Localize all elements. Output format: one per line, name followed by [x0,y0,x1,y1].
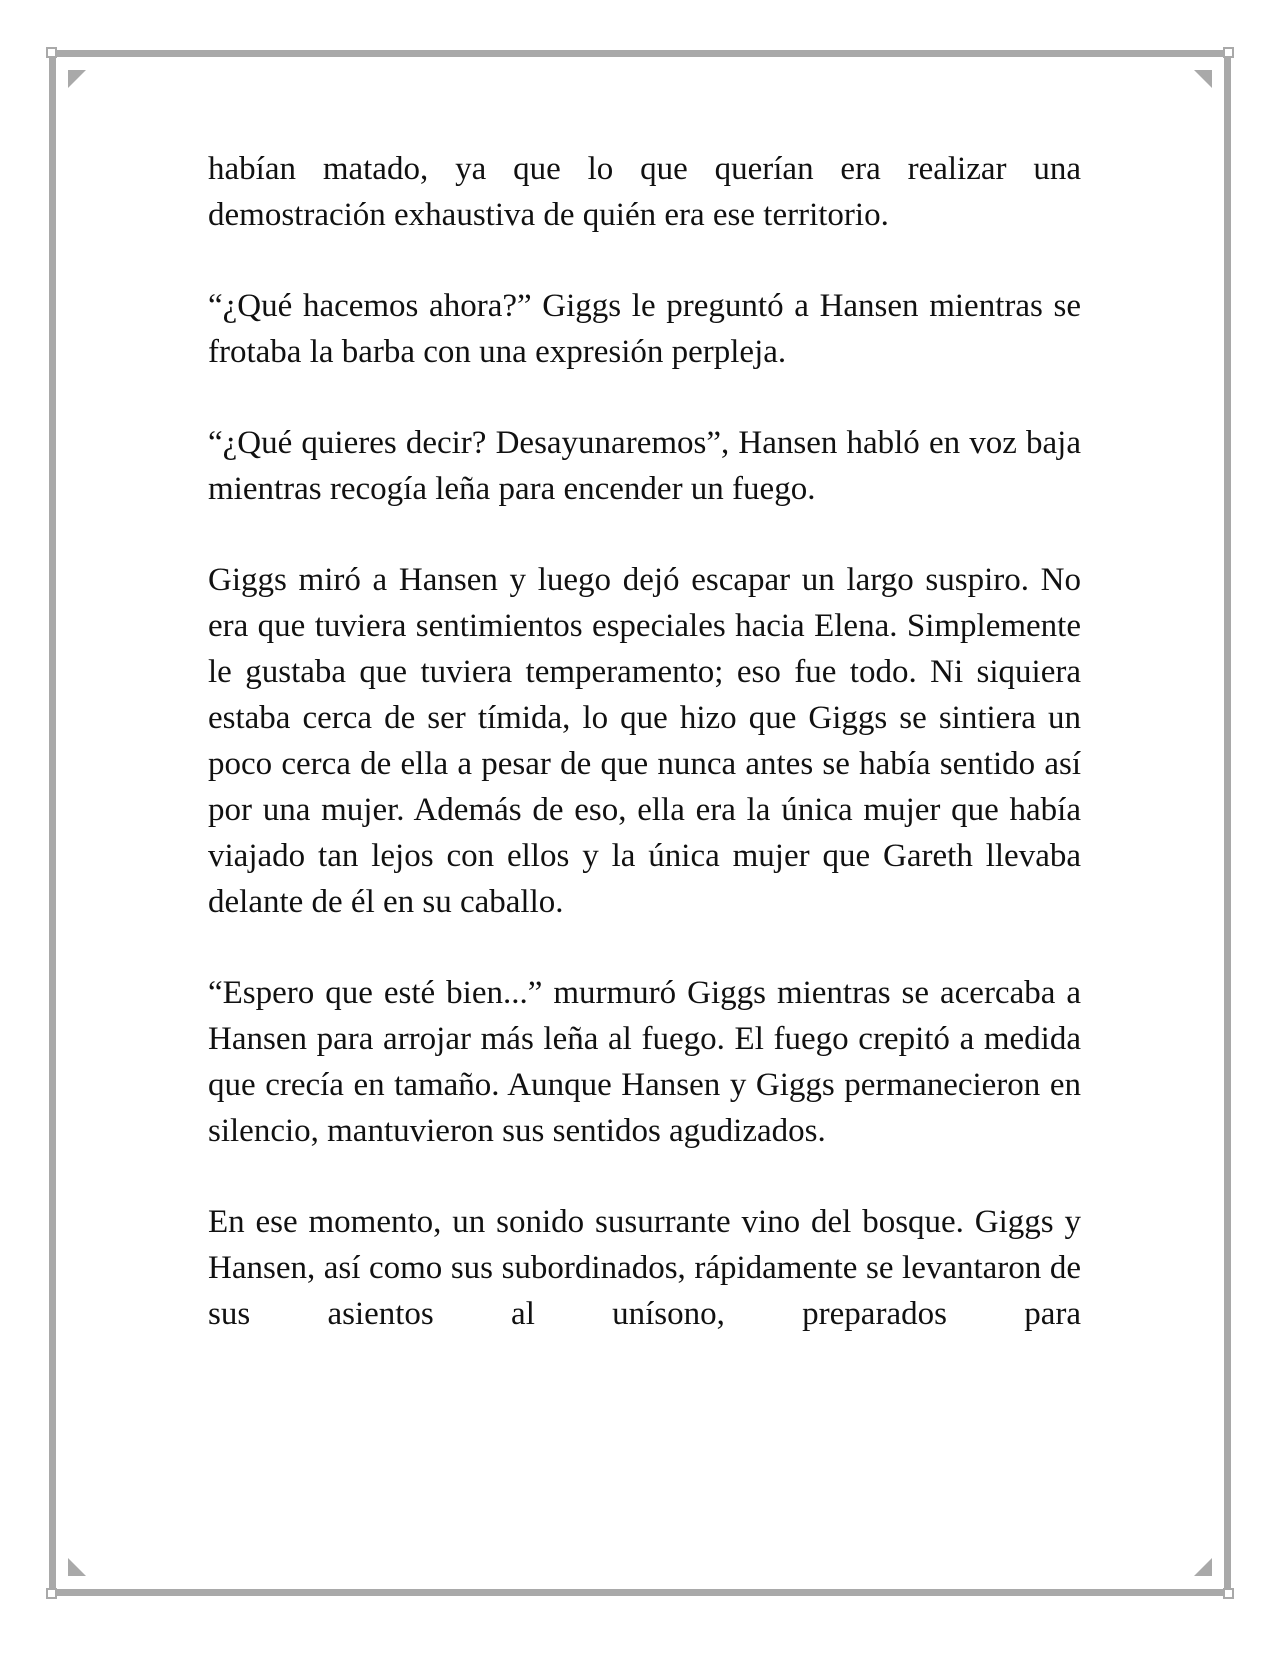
paragraph: “¿Qué quieres decir? Desayunaremos”, Hansen habló en voz baja mientras recogía leña para encender un fuego. [208,425,1081,507]
frame-corner-bottom-left [46,1588,57,1599]
frame-ornament-top-right [1194,70,1212,88]
frame-ornament-bottom-left [68,1558,86,1576]
frame-ornament-top-left [68,70,86,88]
frame-corner-bottom-right [1223,1588,1234,1599]
paragraph: habían matado, ya que lo que querían era realizar una demostración exhaustiva de quién era ese territorio. [208,151,1081,233]
paragraph: En ese momento, un sonido susurrante vino del bosque. Giggs y Hansen, así como sus subordinados, rápidamente se levantaron de sus asientos al unísono, preparados para [208,1204,1081,1332]
paragraph: “¿Qué hacemos ahora?” Giggs le preguntó a Hansen mientras se frotaba la barba con una expresión perpleja. [208,288,1081,370]
frame-ornament-bottom-right [1194,1558,1212,1576]
frame-corner-top-right [1223,47,1234,58]
frame-corner-top-left [46,47,57,58]
paragraph: “Espero que esté bien...” murmuró Giggs mientras se acercaba a Hansen para arrojar más leña al fuego. El fuego crepitó a medida que crecía en tamaño. Aunque Hansen y Giggs permanecieron en silencio, mantuvieron sus sentidos agudizados. [208,975,1081,1149]
paragraph: Giggs miró a Hansen y luego dejó escapar un largo suspiro. No era que tuviera sentimientos especiales hacia Elena. Simplemente le gustaba que tuviera temperamento; eso fue todo. Ni siquiera estaba cerca de ser tímida, lo que hizo que Giggs se sintiera un poco cerca de ella a pesar de que nunca antes se había sentido así por una mujer. Además de eso, ella era la única mujer que había viajado tan lejos con ellos y la única mujer que Gareth llevaba delante de él en su caballo. [208,562,1081,920]
page-text [208,146,1081,1337]
